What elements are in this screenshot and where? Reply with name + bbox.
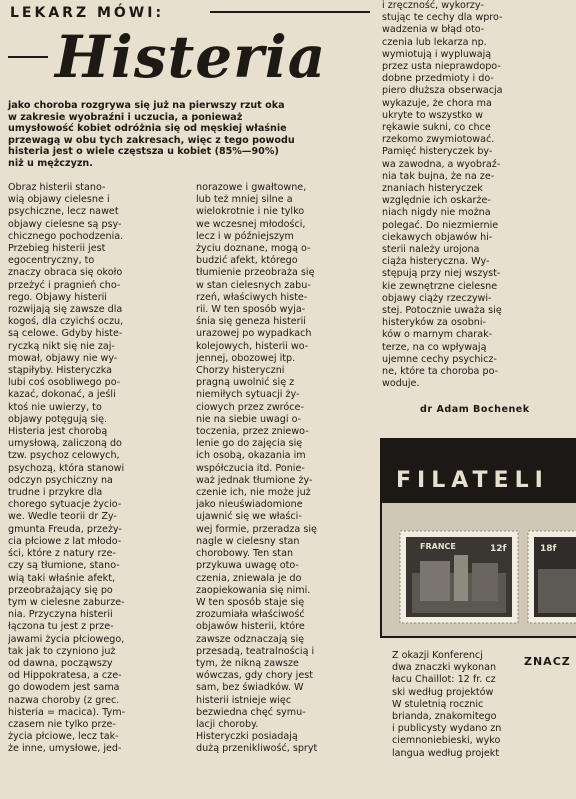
article-title: Histeria	[55, 23, 327, 91]
stamp-illustration	[382, 503, 576, 636]
stamp-2	[528, 531, 576, 623]
article-lead: jako choroba rozgrywa się już na pierwszy rzut oka w zakresie wyobraźni i uczucia, a ponieważ umysłowość kobiet odróżnia się od męskiej właśnie przewagą w obu tych zakresach, więc z tego powodu histeria jest o wiele częstsza u kobiet (85%—90%) niż u mężczyzn.	[8, 100, 295, 169]
philately-header-title: FILATELI	[396, 468, 549, 493]
article-column-3: i zręczność, wykorzy- stując te cechy dla wpro- wadzenia w błąd oto- czenia lub lekarza np. wymiotują i wypluwają przez usta nieprawdopo- dobne przedmioty i do- piero dłuższa obserwacja wykazuje, że chora ma ukryte to wszystko w rękawie sukni, co chce rzekomo zwymiotować. Pamięć histeryczek by- wa zawodna, a wyobraź- nia tak bujna, że na ze- znaniach histeryczek względnie ich oskarże- niach nigdy nie można polegać. Do niezmiernie ciekawych objawów hi- sterii należy urojona ciąża histeryczna. Wy- stępują przy niej wszyst- kie zewnętrzne cielesne objawy ciąży rzeczywi- stej. Potocznie uważa się histeryków za osobni- ków o marnym charak- terze, na co wpływają ujemne cechy psychicz- ne, które ta choroba po- woduje.	[382, 0, 503, 390]
article-column-2: norazowe i gwałtowne, lub też mniej silne a wielokrotnie i nie tylko we wczesnej młodości, lecz i w późniejszym życiu doznane, mogą o- budzić afekt, którego tłumienie przeobraża się w stan cielesnych zabu- rzeń, właściwych histe- rii. W ten sposób wyja- śnia się geneza histerii urazowej po wypadkach kolejowych, histerii wo- jennej, obozowej itp. Chorzy histeryczni pragną uwolnić się z niemiłych sytuacji ży- ciowych przez zwróce- nie na siebie uwagi o- toczenia, przez zniewo- lenie go do zajęcia się ich osobą, okazania im współczucia itd. Ponie- waż jednak tłumione ży- czenie ich, nie może już jako nieuświadomione ujawnić się we właści- wej formie, przeradza się nagle w cielesny stan chorobowy. Ten stan przykuwa uwagę oto- czenia, zniewala je do zaopiekowania się nimi. W ten sposób staje się zrozumiała właściwość objawów histerii, które zawsze odznaczają się przesadą, teatralnością i tym, że nikną zawsze wówczas, gdy chory jest sam, bez świadków. W histerii istnieje więc bezwiedna chęć symu- lacji choroby. Histeryczki posiadają dużą przenikliwość, spryt	[196, 182, 318, 755]
stamp-1-value: 12f	[490, 544, 507, 554]
philately-text: Z okazji Konferencj dwa znaczki wykonan łacu Chaillot: 12 fr. cz ski według projektów W stuletnią rocznic brianda, znakomitego i publicysty wydano zn ciemnoniebieski, wyko langua według projekt	[392, 650, 502, 759]
stamp-2-value: 18f	[540, 544, 557, 554]
philately-subheading: ZNACZ	[524, 655, 571, 668]
stamp-1-country: FRANCE	[420, 542, 456, 551]
article-column-1: Obraz histerii stano- wią objawy cielesne i psychiczne, lecz nawet objawy cielesne są psy- chicznego pochodzenia. Przebieg histerii jest egocentryczny, to znaczy obraca się około przeżyć i pragnień cho- rego. Objawy histerii rozwijają się zawsze dla kogoś, dla czyichś oczu, są celowe. Gdyby histe- ryczką nikt się nie zaj- mował, objawy nie wy- stąpiłyby. Histeryczka lubi coś osobliwego po- kazać, dokonać, a jeśli ktoś nie uwierzy, to objawy potęgują się. Histeria jest chorobą umysłową, zaliczoną do tzw. psychoz celowych, psychozą, która stanowi odczyn psychiczny na trudne i przykre dla chorego sytuacje życio- we. Wedle teorii dr Zy- gmunta Freuda, przeży- cia płciowe z lat młodo- ści, które z natury rze- czy są tłumione, stano- wią taki właśnie afekt, przeobrażający się po tym w cielesne zaburze- nia. Przyczyna histerii łączona tu jest z prze- jawami życia płciowego, tak jak to czyniono już od dawna, począwszy od Hippokratesa, a cze- go dowodem jest sama nazwa choroby (z grec. histeria = macica). Tym- czasem nie tylko prze- życia płciowe, lecz tak- że inne, umysłowe, jed-	[8, 182, 126, 755]
stamps-picture	[382, 503, 576, 636]
rubric-rule	[210, 11, 370, 13]
title-rule	[8, 56, 48, 58]
rubric-label: LEKARZ MÓWI:	[10, 5, 165, 21]
stamp-1	[400, 531, 518, 623]
article-signature: dr Adam Bochenek	[420, 404, 530, 415]
